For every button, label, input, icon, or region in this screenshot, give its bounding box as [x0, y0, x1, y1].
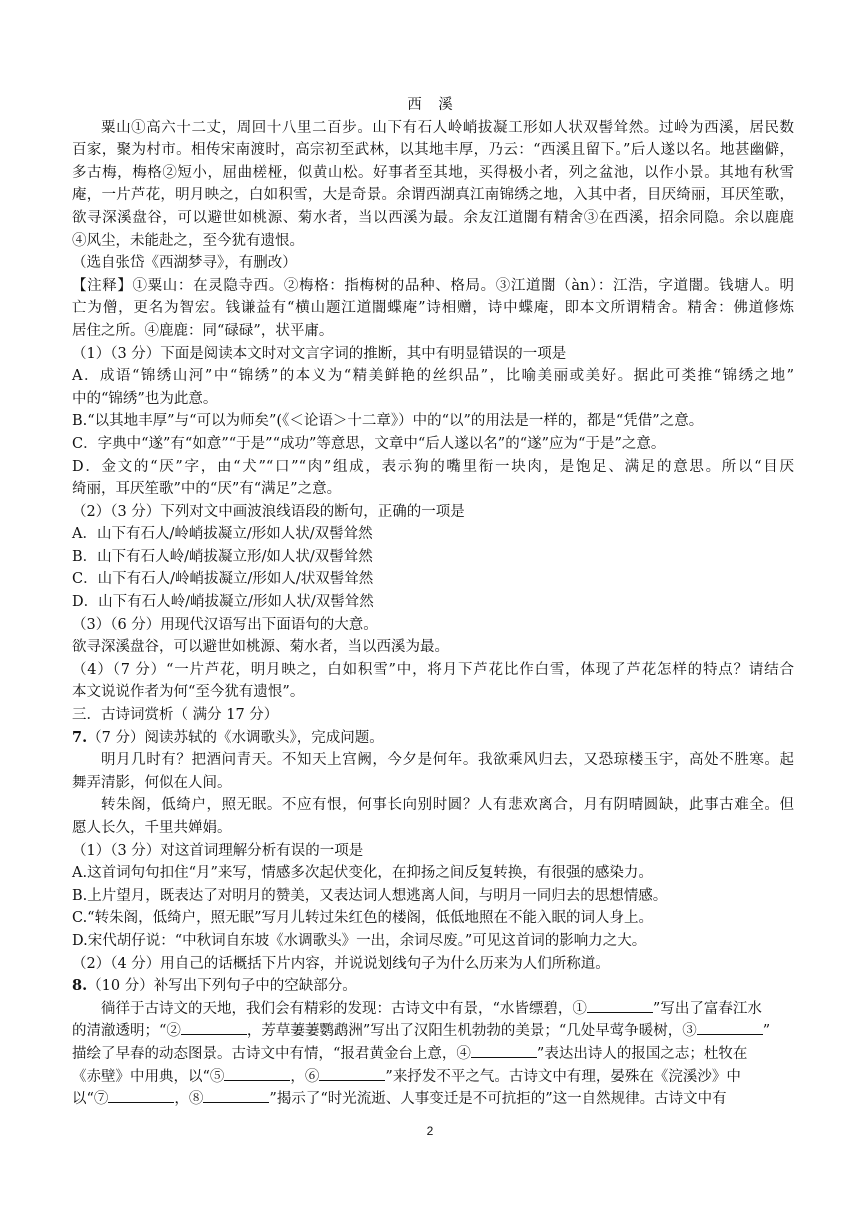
option-line: D．金文的“厌”字，由“犬”“口”“肉”组成，表示狗的嘴里衔一块肉，是饱足、满足的意思。所以“目厌: [72, 458, 794, 475]
fill-text: ，芳草萋萋鹦鹉洲”写出了汉阳生机勃勃的美景；“几处早莺争暖树，③: [246, 1023, 697, 1040]
document-page: [72, 94, 794, 1111]
question-7: [72, 727, 794, 976]
question-stem: （1）（3 分）对这首词理解分析有误的一项是: [72, 842, 364, 859]
question-3: [72, 614, 794, 659]
fill-blank-7[interactable]: [108, 1088, 174, 1103]
fill-text: ，⑥: [290, 1068, 320, 1085]
annotation-line: 居住之所。④鹿鹿：同“碌碌”，状平庸。: [72, 322, 334, 339]
option-line: A．成语“锦绣山河”中“锦绣”的本义为“精美鲜艳的丝织品”，比喻美丽或美好。据此可类推“锦绣之地”: [72, 368, 794, 385]
annotation-line: 【注释】①粟山：在灵隐寺西。②梅格：指梅树的品种、格局。③江道闇（àn）：江浩，字道闇。钱塘人。明: [72, 277, 794, 294]
passage-line: 百家，聚为村市。相传宋南渡时，高宗初至武林，以其地丰厚，乃云：“西溪且留下。”后人遂以名。地甚幽僻，: [72, 142, 794, 159]
question-8: [72, 975, 794, 1111]
passage-line: 多古梅，梅格②短小，屈曲槎桠，似黄山松。好事者至其地，买得极小者，列之盆池，以作小景。其地有秋雪: [72, 164, 794, 181]
fill-blank-5[interactable]: [224, 1066, 290, 1081]
option-line: D.宋代胡仔说：“中秋词自东坡《水调歌头》一出，余词尽废。”可见这首词的影响力之大。: [72, 932, 647, 949]
passage: [72, 117, 794, 253]
question-number: 8.: [72, 977, 88, 995]
question-4: [72, 659, 794, 704]
question-stem: 本文说说作者为何“至今犹有遗恨”。: [72, 684, 305, 701]
fill-line: [72, 1066, 794, 1089]
question-stem: （4）（7 分）“一片芦花，明月映之，白如积雪”中，将月下芦花比作白雪，体现了芦花怎样的特点？请结合: [72, 661, 794, 678]
fill-blank-1[interactable]: [587, 998, 653, 1013]
fill-text: ”来抒发不平之气。古诗文中有理，晏殊在《浣溪沙》中: [385, 1068, 741, 1085]
fill-text: ”写出了富春江水: [652, 1000, 762, 1017]
question-stem: （3）（6 分）用现代汉语写出下面语句的大意。: [72, 616, 378, 633]
option-line: 中的“锦绣”也为此意。: [72, 390, 218, 407]
option-line: C．山下有石人/岭峭拔凝立/形如人/状双髻耸然: [72, 571, 374, 588]
question-1: [72, 343, 794, 501]
option-line: 绮丽，耳厌笙歌”中的“厌”有“满足”之意。: [72, 481, 342, 498]
poem-line: 愿人长久，千里共婵娟。: [72, 820, 232, 836]
fill-blank-2[interactable]: [181, 1020, 247, 1035]
question-stem: [72, 975, 794, 998]
annotation-line: 亡为僧，更名为智宏。钱谦益有“横山题江道闇蝶庵”诗相赠，诗中蝶庵，即本文所谓精舍。精舍：佛道修炼: [72, 300, 794, 317]
fill-text: 描绘了早春的动态图景。古诗文中有情，“报君黄金台上意，④: [72, 1045, 471, 1062]
fill-text: ，⑧: [174, 1091, 204, 1108]
fill-blank-6[interactable]: [319, 1066, 385, 1081]
fill-text: ”揭示了“时光流逝、人事变迁是不可抗拒的”这一自然规律。古诗文中有: [269, 1091, 727, 1108]
question-stem: （2）（3 分）下列对文中画波浪线语段的断句，正确的一项是: [72, 503, 465, 520]
fill-line: [72, 1043, 794, 1066]
passage-source: （选自张岱《西湖梦寻》，有删改）: [72, 255, 297, 272]
fill-text: 以“⑦: [72, 1091, 109, 1108]
section-heading: 三．古诗词赏析（ 满分 17 分）: [72, 707, 279, 724]
option-line: B.上片望月，既表达了对明月的赞美，又表达词人想逃离人间，与明月一同归去的思想情感。: [72, 887, 668, 904]
option-line: B.“以其地丰厚”与“可以为师矣”(《＜论语＞十二章》）中的“以”的用法是一样的，都是“凭借”之意。: [72, 413, 704, 430]
option-line: C．字典中“遂”有“如意”“于是”“成功”等意思，文章中“后人遂以名”的“遂”应为“于是”之意。: [72, 435, 666, 452]
fill-line: [72, 998, 794, 1021]
fill-line: [72, 1088, 794, 1111]
fill-blank-8[interactable]: [203, 1088, 269, 1103]
question-stem: （2）（4 分）用自己的话概括下片内容，并说说划线句子为什么历来为人们所称道。: [72, 955, 610, 972]
fill-line: [72, 1020, 794, 1043]
question-stem: [72, 727, 794, 750]
question-2: [72, 501, 794, 614]
annotations: [72, 275, 794, 343]
fill-text: ”: [762, 1023, 771, 1040]
fill-text: ”表达出诗人的报国之志；杜牧在: [536, 1045, 748, 1062]
page-number: 2: [426, 1124, 434, 1138]
option-line: A．山下有石人/岭峭拔凝立/形如人状/双髻耸然: [72, 526, 373, 543]
option-line: A.这首词句句扣住“月”来写，情感多次起伏变化，在抑扬之间反复转换，有很强的感染力。: [72, 865, 653, 882]
fill-text: 的清澈透明；“②: [72, 1023, 181, 1040]
passage-line: ④风尘，未能赴之，至今犹有遗恨。: [72, 232, 304, 249]
question-sentence: 欲寻深溪盘谷，可以避世如桃源、菊水者，当以西溪为最。: [72, 639, 449, 656]
poem-line: 明月几时有？把酒问青天。不知天上宫阙，今夕是何年。我欲乘风归去，又恐琼楼玉宇，高处不胜寒。起: [101, 752, 794, 769]
passage-line: 粟山①高六十二丈，周回十八里二百步。山下有石人岭峭拔凝工形如人状双髻耸然。过岭为西溪，居民数: [101, 119, 794, 136]
question-text: （7 分）阅读苏轼的《水调歌头》，完成问题。: [87, 729, 384, 746]
fill-blank-3[interactable]: [697, 1020, 763, 1035]
fill-blank-4[interactable]: [471, 1043, 537, 1058]
option-line: D．山下有石人岭/峭拔凝立/形如人状/双髻耸然: [72, 594, 374, 611]
option-line: C.“转朱阁，低绮户，照无眠”写月儿转过朱红色的楼阁，低低地照在不能入眠的词人身上。: [72, 910, 654, 927]
option-line: B．山下有石人岭/峭拔凝立形/如人状/双髻耸然: [72, 548, 373, 565]
question-text: （10 分）补写出下列句子中的空缺部分。: [87, 978, 357, 995]
passage-line: 庵，一片芦花，明月映之，白如积雪，大是奇景。余谓西湖真江南锦绣之地，入其中者，目厌绮丽，耳厌笙歌，: [72, 187, 794, 204]
passage-title: 西 溪: [407, 97, 459, 113]
poem-line: 舞弄清影，何似在人间。: [72, 774, 232, 791]
question-number: 7.: [72, 728, 88, 746]
fill-text: 《赤壁》中用典，以“⑤: [72, 1068, 225, 1085]
fill-text: 徜徉于古诗文的天地，我们会有精彩的发现：古诗文中有景，“水皆缥碧，①: [101, 1000, 587, 1017]
question-stem: （1）（3 分）下面是阅读本文时对文言字词的推断，其中有明显错误的一项是: [72, 345, 567, 362]
passage-line: 欲寻深溪盘谷，可以避世如桃源、菊水者，当以西溪为最。余友江道闇有精舍③在西溪，招余同隐。余以鹿鹿: [72, 209, 794, 226]
poem-line: 转朱阁，低绮户，照无眠。不应有恨，何事长向别时圆？人有悲欢离合，月有阴晴圆缺，此事古难全。但: [101, 797, 794, 814]
